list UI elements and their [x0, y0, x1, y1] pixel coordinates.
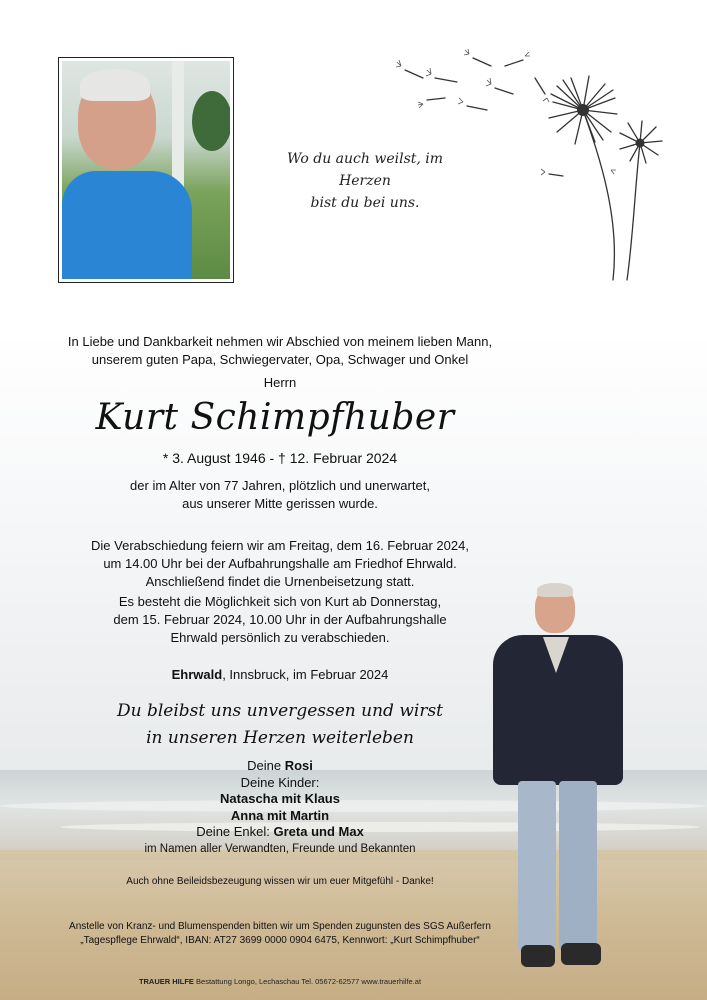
- poem-line: bist du bei uns.: [310, 195, 420, 211]
- viewing-line: Ehrwald persönlich zu verabschieden.: [170, 630, 390, 645]
- service-line: Die Verabschiedung feiern wir am Freitag, dem 16. Februar 2024,: [91, 538, 469, 553]
- wife-prefix: Deine: [247, 758, 285, 773]
- poem: [270, 148, 460, 214]
- child-name: Natascha mit Klaus: [220, 791, 340, 806]
- place-rest: , Innsbruck, im Februar 2024: [222, 667, 389, 682]
- donation-text: [0, 920, 560, 948]
- footer-brand: TRAUER HILFE: [138, 977, 194, 986]
- grandchildren-line: [0, 824, 560, 841]
- viewing-line: Es besteht die Möglichkeit sich von Kurt ab Donnerstag,: [118, 594, 442, 609]
- thanks-text: Auch ohne Beileidsbezeugung wissen wir um euer Mitgefühl - Danke!: [126, 876, 434, 887]
- age-line: aus unserer Mitte gerissen wurde.: [182, 496, 378, 511]
- service-line: um 14.00 Uhr bei der Aufbahrungshalle am Friedhof Ehrwald.: [103, 556, 457, 571]
- portrait-photo: [58, 57, 234, 283]
- salutation: Herrn: [263, 375, 297, 390]
- children-label: Deine Kinder:: [240, 774, 320, 790]
- life-dates: * 3. August 1946 - † 12. Februar 2024: [162, 450, 398, 466]
- intro-text: [0, 333, 560, 369]
- age-text: [0, 477, 560, 513]
- deceased-name: Kurt Schimpfhuber: [95, 397, 455, 438]
- viewing-line: dem 15. Februar 2024, 10.00 Uhr in der Aufbahrungshalle: [113, 612, 447, 627]
- donation-line: „Tagespflege Ehrwald“, IBAN: AT27 3699 0000 0904 6475, Kennwort: „Kurt Schimpfhuber“: [80, 935, 480, 946]
- wife-name: Rosi: [284, 758, 313, 773]
- child-name: Anna mit Martin: [230, 807, 330, 823]
- relatives-line: im Namen aller Verwandten, Freunde und Bekannten: [144, 842, 416, 855]
- place-town: Ehrwald: [171, 667, 223, 682]
- place-date: [0, 666, 560, 684]
- wife-line: [0, 758, 560, 775]
- intro-line: unserem guten Papa, Schwiegervater, Opa, Schwager und Onkel: [91, 352, 469, 367]
- footer-contact: Bestattung Longo, Lechaschau Tel. 05672-62577 www.trauerhilfe.at: [193, 977, 422, 986]
- footer: [0, 977, 560, 986]
- service-text: [0, 537, 560, 591]
- motto-line: Du bleibst uns unvergessen und wirst: [116, 701, 443, 721]
- grandchildren-label: Deine Enkel:: [196, 824, 274, 839]
- motto: [0, 698, 560, 752]
- mourners-list: [0, 758, 560, 857]
- motto-line: in unseren Herzen weiterleben: [146, 728, 414, 748]
- service-line: Anschließend findet die Urnenbeisetzung statt.: [145, 574, 415, 589]
- grandchildren-names: Greta und Max: [273, 824, 364, 839]
- poem-line: Wo du auch weilst, im Herzen: [286, 151, 444, 189]
- viewing-text: [0, 593, 560, 647]
- intro-line: In Liebe und Dankbarkeit nehmen wir Abschied von meinem lieben Mann,: [67, 334, 493, 349]
- age-line: der im Alter von 77 Jahren, plötzlich und unerwartet,: [130, 478, 430, 493]
- donation-line: Anstelle von Kranz- und Blumenspenden bitten wir um Spenden zugunsten des SGS Außerfern: [69, 921, 491, 932]
